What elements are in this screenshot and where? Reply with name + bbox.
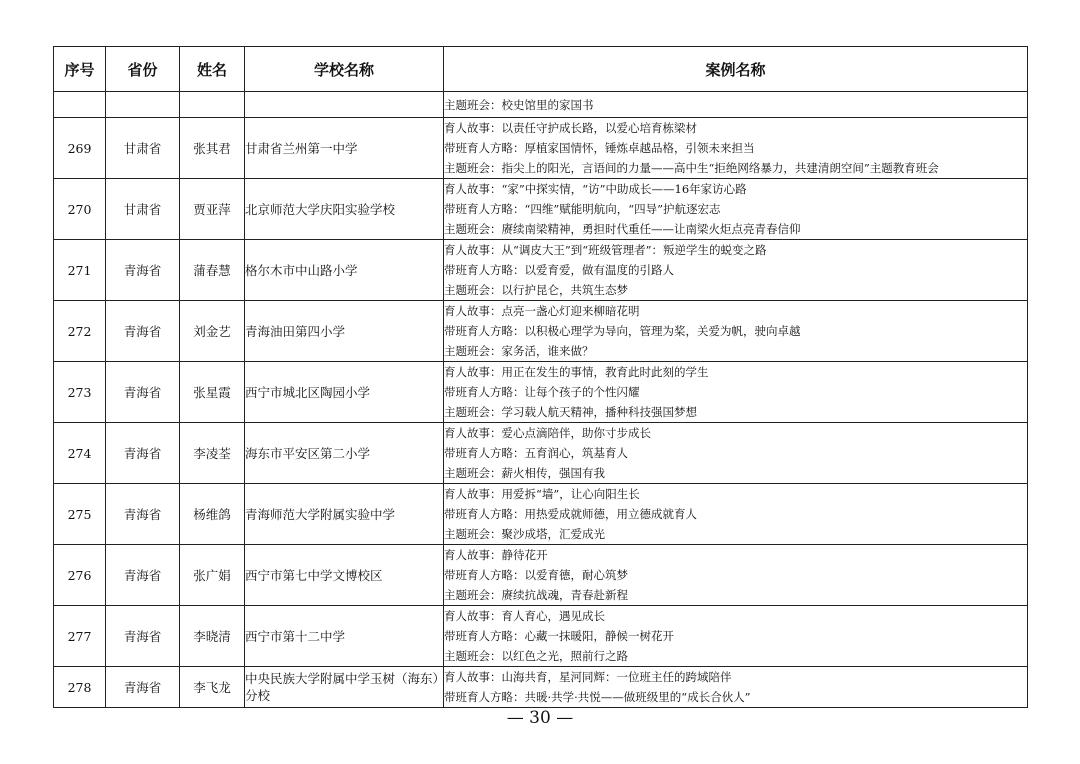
- case-line: 主题班会：以红色之光，照前行之路: [444, 649, 628, 663]
- cell-name: 李凌荃: [180, 423, 245, 484]
- cell-no: 274: [54, 423, 106, 484]
- cell-school: 甘肃省兰州第一中学: [245, 118, 444, 179]
- cell-no: 273: [54, 362, 106, 423]
- cell-province: [106, 92, 180, 118]
- case-line: 育人故事：爱心点滴陪伴，助你寸步成长: [444, 426, 651, 440]
- cell-school: 青海师范大学附属实验中学: [245, 484, 444, 545]
- table-row: [54, 179, 1028, 240]
- cell-province: 青海省: [106, 606, 180, 667]
- case-line: 带班育人方略：用热爱成就师德，用立德成就育人: [444, 507, 697, 521]
- case-line: 主题班会：指尖上的阳光，言语间的力量——高中生“拒绝网络暴力，共建清朗空间”主题教育班会: [444, 161, 939, 175]
- table-row: [54, 545, 1028, 606]
- case-line: 主题班会：赓续抗战魂，青春赴新程: [444, 588, 628, 602]
- table-row: [54, 423, 1028, 484]
- case-line: 主题班会：以行护昆仑，共筑生态梦: [444, 283, 628, 297]
- case-line: 带班育人方略：以爱育爱，做有温度的引路人: [444, 263, 674, 277]
- cell-school: 海东市平安区第二小学: [245, 423, 444, 484]
- cell-cases: [444, 179, 1028, 240]
- case-line: 育人故事：点亮一盏心灯迎来柳暗花明: [444, 304, 640, 318]
- cell-no: 275: [54, 484, 106, 545]
- case-line: 带班育人方略：厚植家国情怀，锤炼卓越品格，引领未来担当: [444, 141, 755, 155]
- cell-name: [180, 92, 245, 118]
- case-line: 带班育人方略：“四维”赋能明航向，“四导”护航逐宏志: [444, 202, 721, 216]
- table-body: [54, 92, 1028, 708]
- cell-province: 青海省: [106, 667, 180, 708]
- header-school: 学校名称: [245, 47, 444, 92]
- case-line: 育人故事：山海共育，星河同辉：一位班主任的跨域陪伴: [444, 670, 732, 684]
- cell-cases: [444, 362, 1028, 423]
- case-line: 育人故事：用爱拆“墙”，让心向阳生长: [444, 487, 640, 501]
- cell-province: 青海省: [106, 240, 180, 301]
- header-no: 序号: [54, 47, 106, 92]
- cell-no: 270: [54, 179, 106, 240]
- cell-name: 蒲春慧: [180, 240, 245, 301]
- header-name: 姓名: [180, 47, 245, 92]
- cell-cases: [444, 301, 1028, 362]
- cell-province: 青海省: [106, 362, 180, 423]
- table-row: [54, 240, 1028, 301]
- cell-name: 刘金艺: [180, 301, 245, 362]
- cell-school: 西宁市第七中学文博校区: [245, 545, 444, 606]
- cell-school: 青海油田第四小学: [245, 301, 444, 362]
- page-number: — 30 —: [506, 708, 574, 728]
- case-line: 主题班会：校史馆里的家国书: [444, 97, 594, 112]
- cell-cases: [444, 423, 1028, 484]
- cell-province: 青海省: [106, 545, 180, 606]
- cell-name: 张其君: [180, 118, 245, 179]
- case-line: 主题班会：薪火相传，强国有我: [444, 466, 605, 480]
- case-line: 育人故事：静待花开: [444, 548, 548, 562]
- cell-cases: [444, 545, 1028, 606]
- case-line: 主题班会：聚沙成塔，汇爱成光: [444, 527, 605, 541]
- cell-cases: [444, 240, 1028, 301]
- case-line: 带班育人方略：以爱育德，耐心筑梦: [444, 568, 628, 582]
- cell-school: 格尔木市中山路小学: [245, 240, 444, 301]
- table-row: [54, 667, 1028, 708]
- cell-school: 西宁市城北区陶园小学: [245, 362, 444, 423]
- case-line: 育人故事：从“调皮大王”到“班级管理者”：叛逆学生的蜕变之路: [444, 243, 767, 257]
- cell-school: 西宁市第十二中学: [245, 606, 444, 667]
- case-table: [53, 46, 1028, 708]
- cell-no: 271: [54, 240, 106, 301]
- cell-school: 北京师范大学庆阳实验学校: [245, 179, 444, 240]
- cell-name: 张星霞: [180, 362, 245, 423]
- cell-school: [245, 92, 444, 118]
- table-row: [54, 606, 1028, 667]
- case-line: 主题班会：赓续南梁精神，勇担时代重任——让南梁火炬点亮青春信仰: [444, 222, 801, 236]
- table-row: [54, 118, 1028, 179]
- case-line: 育人故事：用正在发生的事情，教育此时此刻的学生: [444, 365, 709, 379]
- cell-name: 李晓清: [180, 606, 245, 667]
- table-row: [54, 362, 1028, 423]
- header-cases: 案例名称: [444, 47, 1028, 92]
- cell-no: 278: [54, 667, 106, 708]
- cell-province: 青海省: [106, 423, 180, 484]
- cell-name: 李飞龙: [180, 667, 245, 708]
- cell-name: 张广娟: [180, 545, 245, 606]
- cell-cases: [444, 92, 1028, 118]
- cell-no: [54, 92, 106, 118]
- cell-province: 甘肃省: [106, 179, 180, 240]
- case-line: 育人故事：“家”中探实情，“访”中助成长——16年家访心路: [444, 182, 747, 196]
- cell-school: 中央民族大学附属中学玉树（海东）分校: [245, 667, 444, 708]
- cell-no: 276: [54, 545, 106, 606]
- cell-cases: [444, 606, 1028, 667]
- table-row: [54, 301, 1028, 362]
- case-line: 主题班会：学习载人航天精神，播种科技强国梦想: [444, 405, 697, 419]
- case-line: 带班育人方略：让每个孩子的个性闪耀: [444, 385, 640, 399]
- cell-province: 青海省: [106, 484, 180, 545]
- case-line: 带班育人方略：以积极心理学为导向，管理为桨，关爱为帆，驶向卓越: [444, 324, 801, 338]
- cell-cases: [444, 118, 1028, 179]
- cell-no: 269: [54, 118, 106, 179]
- case-line: 带班育人方略：共暖·共学·共悦——做班级里的“成长合伙人”: [444, 690, 751, 704]
- header-province: 省份: [106, 47, 180, 92]
- table-row: [54, 484, 1028, 545]
- table-row: [54, 92, 1028, 118]
- cell-no: 277: [54, 606, 106, 667]
- cell-province: 甘肃省: [106, 118, 180, 179]
- case-line: 带班育人方略：五育润心，筑基育人: [444, 446, 628, 460]
- case-line: 主题班会：家务活，谁来做？: [444, 344, 594, 358]
- table-header-row: [54, 47, 1028, 92]
- cell-no: 272: [54, 301, 106, 362]
- cell-name: 贾亚萍: [180, 179, 245, 240]
- case-line: 带班育人方略：心藏一抹暖阳，静候一树花开: [444, 629, 674, 643]
- case-line: 育人故事：育人育心，遇见成长: [444, 609, 605, 623]
- cell-name: 杨维鸽: [180, 484, 245, 545]
- cell-cases: [444, 484, 1028, 545]
- cell-province: 青海省: [106, 301, 180, 362]
- cell-cases: [444, 667, 1028, 708]
- case-line: 育人故事：以责任守护成长路，以爱心培育栋梁材: [444, 121, 697, 135]
